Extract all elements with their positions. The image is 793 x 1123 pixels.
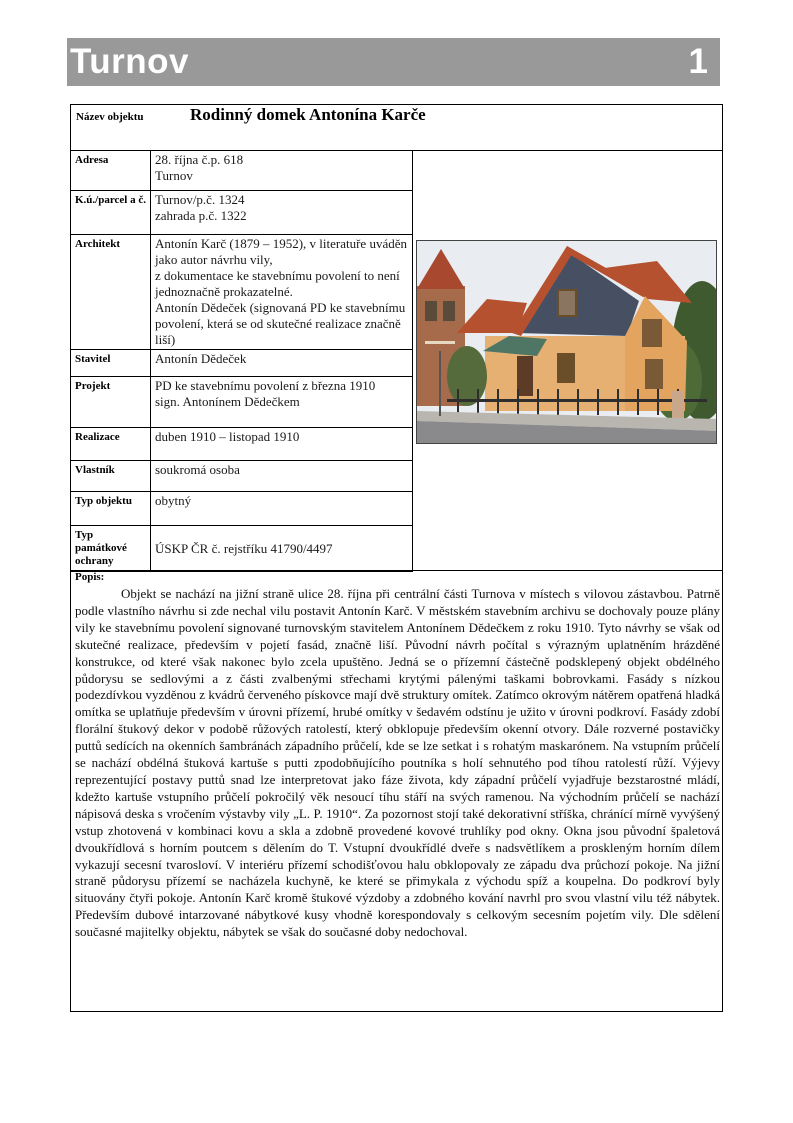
info-value-line: sign. Antonínem Dědečkem — [155, 394, 300, 409]
info-label: Adresa — [71, 151, 151, 191]
info-value — [151, 151, 413, 191]
info-value-line: zahrada p.č. 1322 — [155, 208, 247, 223]
info-value-line: Antonín Dědeček — [155, 351, 247, 366]
info-row-parcel — [71, 191, 413, 235]
info-label: Typ památkové ochrany — [71, 526, 151, 572]
description-label: Popis: — [75, 571, 105, 583]
info-row-builder — [71, 350, 413, 377]
info-value — [151, 377, 413, 428]
info-value — [151, 191, 413, 235]
info-value-line: Antonín Dědeček (signovaná PD ke stavebnímu povolení, která se od skutečné realizace značně liší) — [155, 300, 406, 347]
villa-photo — [416, 240, 717, 444]
info-row-protection — [71, 526, 413, 572]
description-text — [75, 586, 720, 941]
info-value-line: duben 1910 – listopad 1910 — [155, 429, 300, 444]
object-info-table — [70, 150, 413, 572]
info-value-line: obytný — [155, 493, 192, 508]
info-row-realization — [71, 428, 413, 461]
info-value-line: Turnov/p.č. 1324 — [155, 192, 245, 207]
info-label: K.ú./parcel a č. — [71, 191, 151, 235]
city-title: Turnov — [70, 42, 190, 81]
info-value — [151, 428, 413, 461]
info-label: Architekt — [71, 235, 151, 350]
page-number: 1 — [688, 42, 708, 81]
info-value — [151, 235, 413, 350]
info-value-line: z dokumentace ke stavebnímu povolení to není jednoznačně prokazatelné. — [155, 268, 400, 299]
info-value-line: Turnov — [155, 168, 193, 183]
info-value — [151, 461, 413, 492]
info-row-address — [71, 151, 413, 191]
info-label: Vlastník — [71, 461, 151, 492]
info-label: Realizace — [71, 428, 151, 461]
object-name-value: Rodinný domek Antonína Karče — [190, 105, 426, 124]
info-row-project — [71, 377, 413, 428]
info-row-object-type — [71, 492, 413, 526]
info-label: Stavitel — [71, 350, 151, 377]
info-label: Typ objektu — [71, 492, 151, 526]
info-value — [151, 526, 413, 572]
info-value-line: soukromá osoba — [155, 462, 240, 477]
info-value-line: ÚSKP ČR č. rejstříku 41790/4497 — [155, 541, 333, 556]
info-row-architect — [71, 235, 413, 350]
info-row-owner — [71, 461, 413, 492]
info-value-line: Antonín Karč (1879 – 1952), v literatuře uváděn jako autor návrhu vily, — [155, 236, 407, 267]
object-name-label: Název objektu — [76, 111, 144, 123]
info-value — [151, 350, 413, 377]
info-label: Projekt — [71, 377, 151, 428]
page-header-banner — [67, 38, 720, 86]
info-value-line: PD ke stavebnímu povolení z března 1910 — [155, 378, 376, 393]
info-value — [151, 492, 413, 526]
description-body: Objekt se nachází na jižní straně ulice 28. října při centrální části Turnova v místech s vilovou zástavbou. Patrně podle vlastního návrhu si zde nechal vilu postavit Antonín Karč. V městském stavebním archivu se dochovaly pouze plány vily ke stavebnímu povolení signované turnovským stavitelem Antonínem Dědečkem z roku 1910. Tyto návrhy se však od skutečné realizace, především v pojetí fasád, značně liší. Původní návrh počítal s výrazným uplatněním hrázděné konstrukce, od které však nakonec bylo zcela upuštěno. Jedná se o přízemní částečně podsklepený objekt obdélného půdorysu se sedlovými a z části zvalbenými střechami krytými pálenými taškami bobrovkami. Fasády s nízkou podezdívkou vyzděnou z kvádrů červeného pískovce mají dvě struktury omítek. Zatímco okrovým nátěrem opatřená hladká omítka se uplatňuje především v úrovni přízemí, hrubé omítky v šedavém odstínu je užito v úrovni podkroví. Fasády zdobí florální štukový dekor v podobě růžových ratolestí, který obklopuje především okenní otvory. Dále rozverné postavičky puttů sedících na okenních šambránách západního průčelí, kde se lze setkat i s rohatým maskarónem. Na vstupním průčelí se nachází obdélná štuková kartuše s putti zpodobňujícího poutníka s holí sehnutého pod tíhou ratolestí růží. Výjevy reprezentující postavy puttů snad lze interpretovat jako fáze života, kdy západní průčelí vyjadřuje bezstarostné mládí, kdežto kartuše vstupního průčelí pokročilý věk nesoucí tíhu stáří na svých ramenou. Na východním průčelí se nachází nápisová deska s vročením výstavby vily „L. P. 1910“. Za pozornost stojí také dekorativní stříška, chránící mírně vyvýšený vstup zhotovená v kombinaci kovu a skla a zdobně provedené kovové truhlíky pod okny. Okna jsou původní špaletová dvoukřídlová s horním poutcem s dělením do T. Vstupní dvoukřídlé dveře s nadsvětlíkem a proskleným horním dílem vykazují secesní tvarosloví. V interiéru přízemí schodišťovou halu obklopovaly ze západu dva průchozí pokoje. Na jižní straně půdorysu přízemí se nacházela kuchyně, ke které se přimykala z východu spíž a koupelna. Do podkroví byly situovány čtyři pokoje. Antonín Karč kromě štukové výzdoby a zdobného kování navrhl pro svou vlastní vilu též nábytek. Především dubové intarzované nábytkové kusy vhodně korespondovaly s celkovým secesním pojetím vily. Dle sdělení současné majitelky objektu, nábytek se však do současné doby nedochoval. — [75, 586, 720, 940]
object-name-row — [70, 104, 723, 151]
info-value-line: 28. října č.p. 618 — [155, 152, 244, 167]
description-divider — [70, 570, 723, 571]
